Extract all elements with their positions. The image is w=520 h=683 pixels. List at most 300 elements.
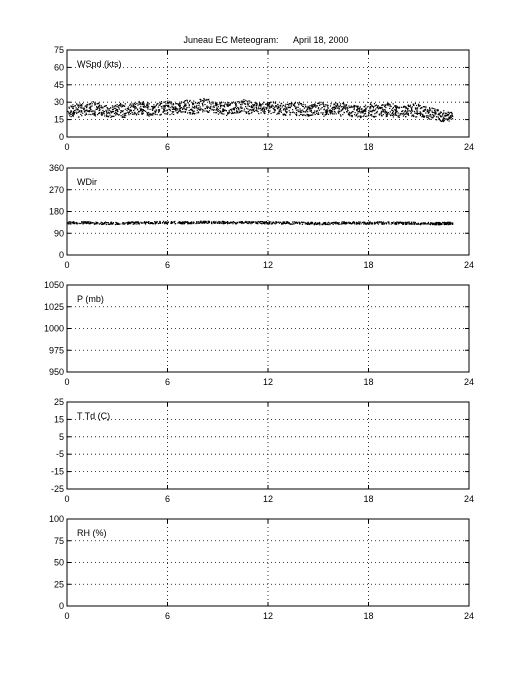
- data-point: [374, 113, 375, 114]
- y-tick-label: 1050: [43, 280, 64, 290]
- data-point: [229, 110, 230, 111]
- data-point: [433, 108, 434, 109]
- data-point: [94, 110, 95, 111]
- data-point: [421, 107, 422, 108]
- data-point: [115, 110, 116, 111]
- data-point: [333, 107, 334, 108]
- data-point: [365, 113, 366, 114]
- data-point: [137, 109, 138, 110]
- data-point: [393, 222, 394, 223]
- data-point: [374, 103, 375, 104]
- data-point: [393, 114, 394, 115]
- data-point: [391, 223, 392, 224]
- data-point: [119, 114, 120, 115]
- data-point: [398, 116, 399, 117]
- data-point: [213, 221, 214, 222]
- data-point: [171, 113, 172, 114]
- data-point: [331, 110, 332, 111]
- data-point: [145, 223, 146, 224]
- data-point: [303, 104, 304, 105]
- data-point: [418, 105, 419, 106]
- data-point: [312, 106, 313, 107]
- data-point: [374, 223, 375, 224]
- data-point: [216, 103, 217, 104]
- data-point: [348, 112, 349, 113]
- data-point: [247, 105, 248, 106]
- data-point: [276, 222, 277, 223]
- data-point: [198, 105, 199, 106]
- data-point: [166, 113, 167, 114]
- data-point: [380, 221, 381, 222]
- data-point: [98, 103, 99, 104]
- data-point: [121, 111, 122, 112]
- data-point: [235, 102, 236, 103]
- data-point: [301, 222, 302, 223]
- data-point: [199, 103, 200, 104]
- data-point: [420, 224, 421, 225]
- data-point: [317, 222, 318, 223]
- data-point: [337, 104, 338, 105]
- data-point: [136, 223, 137, 224]
- data-point: [442, 119, 443, 120]
- data-point: [377, 111, 378, 112]
- data-point: [279, 109, 280, 110]
- data-point: [254, 111, 255, 112]
- data-point: [130, 109, 131, 110]
- data-point: [94, 223, 95, 224]
- data-point: [311, 104, 312, 105]
- data-point: [280, 108, 281, 109]
- data-point: [262, 110, 263, 111]
- data-point: [344, 112, 345, 113]
- data-point: [67, 111, 68, 112]
- data-point: [256, 110, 257, 111]
- data-point: [267, 105, 268, 106]
- data-point: [119, 223, 120, 224]
- data-point: [230, 104, 231, 105]
- data-point: [122, 111, 123, 112]
- data-point: [252, 222, 253, 223]
- data-point: [311, 115, 312, 116]
- data-point: [90, 109, 91, 110]
- data-point: [229, 223, 230, 224]
- data-point: [360, 106, 361, 107]
- data-point: [356, 222, 357, 223]
- data-point: [243, 99, 244, 100]
- data-point: [274, 107, 275, 108]
- data-point: [275, 103, 276, 104]
- data-point: [216, 109, 217, 110]
- data-point: [359, 111, 360, 112]
- data-point: [269, 110, 270, 111]
- data-point: [155, 222, 156, 223]
- data-point: [332, 222, 333, 223]
- data-point: [263, 102, 264, 103]
- y-tick-label: 60: [53, 62, 64, 73]
- data-point: [187, 100, 188, 101]
- data-point: [354, 106, 355, 107]
- data-point: [98, 106, 99, 107]
- data-point: [303, 222, 304, 223]
- data-point: [126, 113, 127, 114]
- data-point: [301, 110, 302, 111]
- data-point: [202, 105, 203, 106]
- data-point: [220, 103, 221, 104]
- data-point: [318, 108, 319, 109]
- data-point: [164, 110, 165, 111]
- data-point: [163, 107, 164, 108]
- data-point: [328, 114, 329, 115]
- data-point: [427, 110, 428, 111]
- data-point: [219, 108, 220, 109]
- data-point: [227, 223, 228, 224]
- data-point: [406, 112, 407, 113]
- data-point: [445, 113, 446, 114]
- data-point: [75, 105, 76, 106]
- data-point: [405, 114, 406, 115]
- data-point: [188, 102, 189, 103]
- data-point: [117, 106, 118, 107]
- data-point: [378, 224, 379, 225]
- data-point: [208, 106, 209, 107]
- data-point: [171, 222, 172, 223]
- data-point: [302, 110, 303, 111]
- data-point: [154, 111, 155, 112]
- data-point: [354, 108, 355, 109]
- data-point: [184, 102, 185, 103]
- panel-label-t-td-c: T Td (C): [77, 411, 111, 421]
- data-point: [111, 112, 112, 113]
- x-tick-label: 12: [262, 494, 274, 504]
- data-point: [96, 106, 97, 107]
- data-point: [264, 113, 265, 114]
- data-point: [256, 108, 257, 109]
- data-point: [343, 223, 344, 224]
- data-point: [370, 104, 371, 105]
- data-point: [345, 106, 346, 107]
- data-point: [170, 110, 171, 111]
- data-point: [300, 112, 301, 113]
- x-tick-label: 0: [64, 494, 70, 504]
- y-tick-label: 25: [53, 397, 64, 407]
- y-tick-label: 950: [48, 367, 64, 377]
- data-point: [226, 115, 227, 116]
- data-point: [139, 108, 140, 109]
- data-point: [400, 113, 401, 114]
- data-point: [233, 113, 234, 114]
- data-point: [241, 222, 242, 223]
- data-point: [245, 106, 246, 107]
- data-point: [440, 113, 441, 114]
- data-point: [392, 110, 393, 111]
- data-point: [237, 222, 238, 223]
- data-point: [406, 113, 407, 114]
- data-point: [133, 110, 134, 111]
- data-point: [360, 223, 361, 224]
- data-point: [313, 112, 314, 113]
- data-point: [283, 105, 284, 106]
- data-point: [107, 109, 108, 110]
- data-point: [209, 110, 210, 111]
- data-point: [274, 112, 275, 113]
- data-point: [298, 103, 299, 104]
- data-point: [420, 112, 421, 113]
- data-point: [69, 113, 70, 114]
- data-point: [240, 111, 241, 112]
- data-point: [86, 222, 87, 223]
- data-point: [141, 108, 142, 109]
- data-point: [182, 223, 183, 224]
- data-point: [196, 105, 197, 106]
- data-point: [443, 110, 444, 111]
- data-point: [136, 103, 137, 104]
- data-point: [78, 116, 79, 117]
- data-point: [263, 107, 264, 108]
- data-point: [89, 110, 90, 111]
- data-point: [247, 103, 248, 104]
- data-point: [425, 109, 426, 110]
- data-point: [344, 106, 345, 107]
- data-point: [190, 223, 191, 224]
- data-point: [212, 102, 213, 103]
- data-point: [80, 105, 81, 106]
- data-point: [384, 109, 385, 110]
- data-point: [381, 113, 382, 114]
- data-point: [405, 224, 406, 225]
- data-point: [76, 113, 77, 114]
- data-point: [398, 115, 399, 116]
- data-point: [284, 221, 285, 222]
- data-point: [180, 105, 181, 106]
- data-point: [82, 113, 83, 114]
- data-point: [432, 108, 433, 109]
- data-point: [395, 114, 396, 115]
- data-point: [291, 103, 292, 104]
- data-point: [427, 109, 428, 110]
- data-point: [77, 105, 78, 106]
- data-point: [377, 107, 378, 108]
- data-point: [305, 115, 306, 116]
- data-point: [445, 224, 446, 225]
- data-point: [177, 108, 178, 109]
- data-point: [433, 115, 434, 116]
- data-point: [171, 103, 172, 104]
- data-point: [429, 119, 430, 120]
- data-point: [324, 106, 325, 107]
- data-point: [420, 108, 421, 109]
- data-point: [337, 111, 338, 112]
- data-point: [389, 105, 390, 106]
- data-point: [370, 107, 371, 108]
- data-point: [249, 110, 250, 111]
- data-point: [290, 107, 291, 108]
- data-point: [197, 110, 198, 111]
- data-point: [379, 114, 380, 115]
- data-point: [440, 224, 441, 225]
- data-point: [332, 109, 333, 110]
- data-point: [249, 106, 250, 107]
- data-point: [413, 104, 414, 105]
- data-point: [452, 115, 453, 116]
- data-point: [81, 107, 82, 108]
- data-point: [242, 102, 243, 103]
- data-point: [77, 112, 78, 113]
- data-point: [202, 111, 203, 112]
- data-point: [405, 116, 406, 117]
- data-point: [165, 222, 166, 223]
- data-point: [278, 221, 279, 222]
- data-point: [322, 114, 323, 115]
- data-point: [237, 112, 238, 113]
- data-point: [165, 105, 166, 106]
- data-point: [210, 108, 211, 109]
- data-point: [316, 224, 317, 225]
- data-point: [266, 107, 267, 108]
- data-point: [247, 101, 248, 102]
- data-point: [316, 110, 317, 111]
- data-point: [202, 103, 203, 104]
- data-point: [231, 109, 232, 110]
- data-point: [120, 115, 121, 116]
- data-point: [194, 113, 195, 114]
- data-point: [292, 221, 293, 222]
- data-point: [128, 106, 129, 107]
- data-point: [142, 222, 143, 223]
- data-point: [314, 110, 315, 111]
- data-point: [138, 111, 139, 112]
- data-point: [167, 223, 168, 224]
- data-point: [253, 105, 254, 106]
- data-point: [165, 110, 166, 111]
- data-point: [444, 120, 445, 121]
- data-point: [368, 115, 369, 116]
- data-point: [70, 114, 71, 115]
- data-point: [308, 224, 309, 225]
- data-point: [292, 109, 293, 110]
- data-point: [116, 223, 117, 224]
- data-point: [394, 105, 395, 106]
- data-point: [236, 108, 237, 109]
- data-point: [181, 112, 182, 113]
- data-point: [280, 222, 281, 223]
- data-point: [400, 222, 401, 223]
- data-point: [131, 103, 132, 104]
- data-point: [304, 107, 305, 108]
- data-point: [84, 111, 85, 112]
- data-point: [325, 104, 326, 105]
- data-point: [427, 223, 428, 224]
- data-point: [73, 116, 74, 117]
- data-point: [174, 221, 175, 222]
- data-point: [410, 107, 411, 108]
- data-point: [152, 109, 153, 110]
- data-point: [353, 106, 354, 107]
- data-point: [316, 113, 317, 114]
- data-point: [425, 106, 426, 107]
- data-point: [141, 112, 142, 113]
- data-point: [92, 103, 93, 104]
- data-point: [142, 111, 143, 112]
- data-point: [259, 221, 260, 222]
- data-point: [236, 111, 237, 112]
- data-point: [230, 103, 231, 104]
- data-point: [370, 102, 371, 103]
- data-point: [244, 101, 245, 102]
- data-point: [365, 105, 366, 106]
- data-point: [223, 223, 224, 224]
- data-point: [75, 107, 76, 108]
- data-point: [306, 109, 307, 110]
- data-point: [101, 107, 102, 108]
- data-point: [342, 106, 343, 107]
- data-point: [351, 115, 352, 116]
- data-point: [167, 100, 168, 101]
- data-point: [323, 109, 324, 110]
- data-point: [89, 111, 90, 112]
- data-point: [177, 109, 178, 110]
- data-point: [124, 113, 125, 114]
- data-point: [392, 103, 393, 104]
- data-point: [81, 115, 82, 116]
- data-point: [74, 223, 75, 224]
- y-tick-label: -15: [50, 466, 64, 477]
- data-point: [169, 114, 170, 115]
- data-point: [423, 111, 424, 112]
- data-point: [89, 223, 90, 224]
- data-point: [68, 107, 69, 108]
- data-point: [168, 102, 169, 103]
- data-point: [300, 103, 301, 104]
- data-point: [227, 112, 228, 113]
- data-point: [422, 223, 423, 224]
- panel-wdir: [49, 163, 474, 270]
- data-point: [190, 113, 191, 114]
- data-point: [328, 222, 329, 223]
- data-point: [383, 114, 384, 115]
- data-point: [245, 104, 246, 105]
- data-point: [110, 107, 111, 108]
- data-point: [146, 105, 147, 106]
- y-tick-label: 50: [53, 557, 64, 568]
- data-point: [189, 104, 190, 105]
- data-point: [425, 112, 426, 113]
- data-point: [195, 102, 196, 103]
- data-point: [186, 109, 187, 110]
- data-point: [236, 223, 237, 224]
- data-point: [428, 118, 429, 119]
- data-point: [239, 102, 240, 103]
- data-point: [357, 109, 358, 110]
- data-point: [338, 108, 339, 109]
- data-point: [169, 102, 170, 103]
- data-point: [235, 112, 236, 113]
- data-point: [340, 115, 341, 116]
- data-point: [335, 102, 336, 103]
- data-point: [324, 223, 325, 224]
- data-point: [441, 112, 442, 113]
- data-point: [261, 109, 262, 110]
- data-point: [209, 102, 210, 103]
- data-point: [407, 222, 408, 223]
- data-point: [373, 109, 374, 110]
- data-point: [138, 102, 139, 103]
- data-point: [314, 103, 315, 104]
- data-point: [428, 110, 429, 111]
- data-point: [175, 107, 176, 108]
- data-point: [370, 106, 371, 107]
- data-point: [375, 109, 376, 110]
- y-tick-label: 45: [53, 79, 64, 90]
